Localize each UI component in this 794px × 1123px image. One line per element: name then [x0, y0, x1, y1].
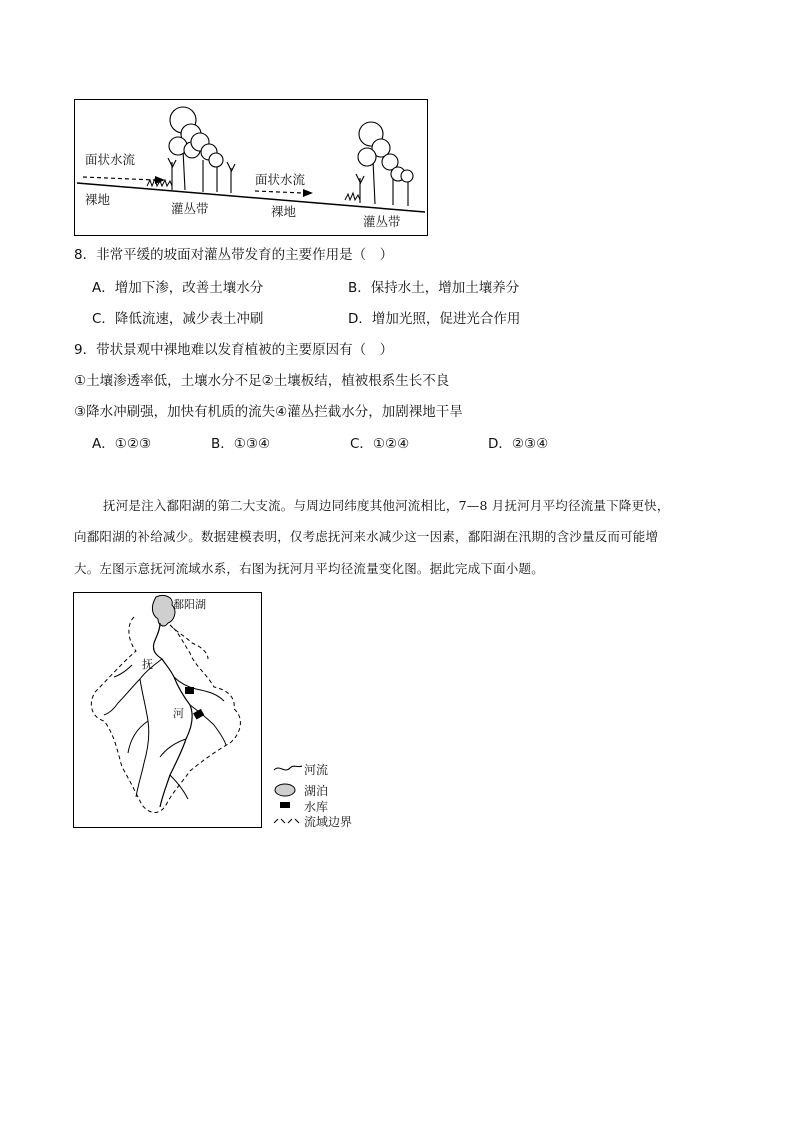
legend-symbols: [272, 760, 304, 830]
river-legend-icon: [274, 766, 302, 770]
bare-label-left: 裸地: [85, 192, 111, 207]
river-label-fu: 抚: [142, 658, 153, 671]
fuhe-basin-map: [73, 592, 262, 828]
bare-label-right: 裸地: [271, 204, 297, 219]
q8-stem: 8．非常平缓的坡面对灌丛带发育的主要作用是（ ）: [74, 247, 394, 263]
q9-statement-2: ③降水冲刷强，加快有机质的流失④灌丛拦截水分，加剧裸地干旱: [74, 404, 463, 420]
q9-option-d[interactable]: D．②③④: [488, 436, 549, 452]
q9-option-b[interactable]: B．①③④: [211, 436, 271, 452]
flow-label-right: 面状水流: [255, 172, 306, 187]
reservoir-legend-icon: [280, 802, 290, 808]
lake-label: 鄱阳湖: [173, 598, 206, 611]
q8-option-d[interactable]: D．增加光照，促进光合作用: [348, 311, 521, 327]
lake-legend-icon: [275, 784, 295, 796]
passage-line-2: 向鄱阳湖的补给减少。数据建模表明，仅考虑抚河来水减少这一因素，鄱阳湖在汛期的含沙量反而可能增: [74, 529, 659, 544]
shrub-label-left: 灌丛带: [171, 201, 209, 216]
reservoir-mark-2: [193, 709, 204, 720]
legend-reservoir: 水库: [304, 800, 329, 814]
river-label-he: 河: [173, 707, 184, 720]
legend-river: 河流: [304, 763, 329, 777]
q9-option-a[interactable]: A．①②③: [92, 436, 152, 452]
flow-label-left: 面状水流: [85, 152, 136, 167]
shrub-label-right: 灌丛带: [363, 214, 401, 229]
map-legend: [272, 760, 392, 830]
shrub-band-figure: [74, 99, 428, 236]
passage-line-3: 大。左图示意抚河流域水系，右图为抚河月平均径流量变化图。据此完成下面小题。: [74, 561, 544, 576]
q9-statement-1: ①土壤渗透率低，土壤水分不足②土壤板结，植被根系生长不良: [74, 373, 450, 389]
q8-option-a[interactable]: A．增加下渗，改善土壤水分: [92, 280, 264, 296]
legend-boundary: 流域边界: [304, 815, 353, 829]
q9-stem: 9．带状景观中裸地难以发育植被的主要原因有（ ）: [74, 342, 394, 358]
q8-option-b[interactable]: B．保持水土，增加土壤养分: [348, 280, 520, 296]
basin-map-drawing: [74, 593, 261, 827]
q9-option-c[interactable]: C．①②④: [350, 436, 410, 452]
reservoir-mark-1: [185, 687, 194, 694]
legend-lake: 湖泊: [304, 784, 329, 798]
q8-option-c[interactable]: C．降低流速，减少表土冲刷: [92, 311, 264, 327]
boundary-legend-icon: [274, 819, 299, 823]
passage-line-1: 抚河是注入鄱阳湖的第二大支流。与周边同纬度其他河流相比，7—8 月抚河月平均径流量下降更快，: [103, 498, 670, 513]
